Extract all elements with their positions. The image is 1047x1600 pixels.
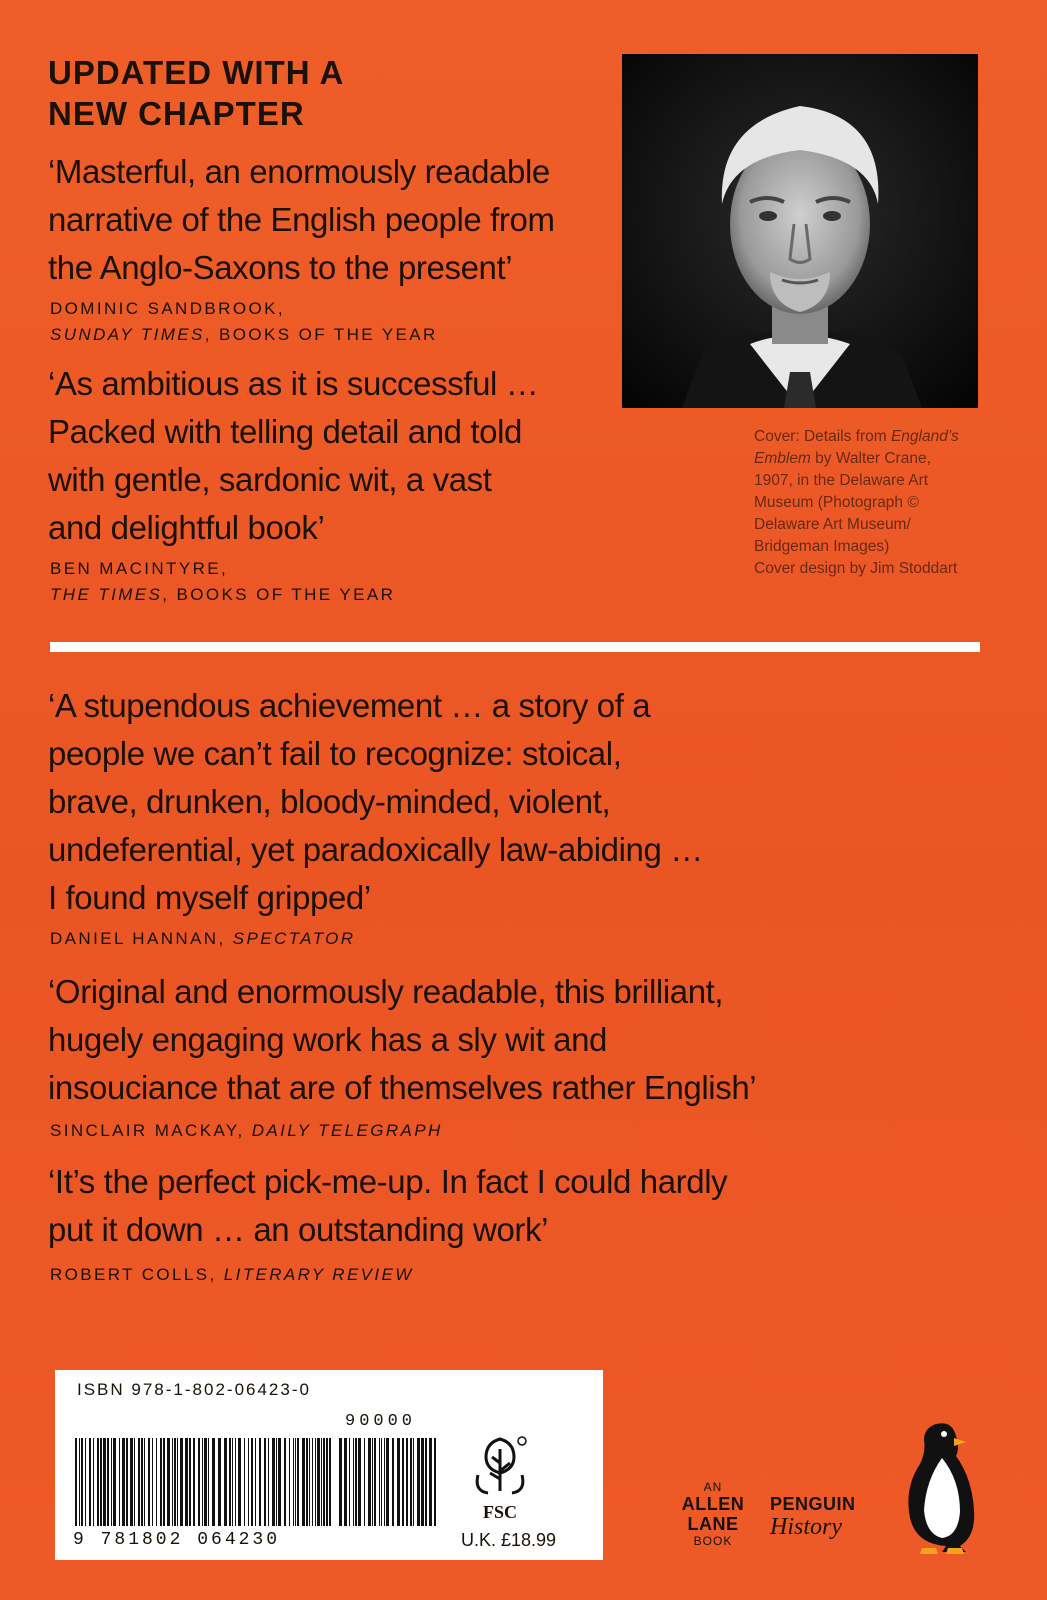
barcode-bar: [406, 1438, 408, 1526]
barcode-bar: [392, 1438, 394, 1526]
credit-text: by Walter Crane,: [810, 450, 931, 467]
credit-text: Bridgeman Images): [754, 538, 890, 555]
credit-text: 1907, in the Delaware Art: [754, 472, 929, 489]
imprint-allen: ALLEN: [681, 1494, 745, 1514]
imprint-lane: LANE: [687, 1514, 739, 1534]
barcode-bar: [193, 1438, 195, 1526]
credit-text: Museum (Photograph ©: [754, 494, 919, 511]
barcode-addon-icon: [339, 1438, 439, 1526]
barcode-bar: [259, 1438, 261, 1526]
quote-line: with gentle, sardonic wit, a vast: [48, 461, 492, 498]
attribution-name: DANIEL HANNAN,: [50, 929, 233, 948]
barcode-bar: [344, 1438, 347, 1526]
barcode-bar: [79, 1438, 80, 1526]
price: U.K. £18.99: [461, 1530, 557, 1550]
barcode-bar: [321, 1438, 322, 1526]
barcode-bar: [374, 1438, 376, 1526]
barcode-bar: [177, 1438, 178, 1526]
barcode-bar: [315, 1438, 316, 1526]
publication: DAILY TELEGRAPH: [251, 1121, 443, 1140]
barcode-bar: [167, 1438, 170, 1526]
quote-line: I found myself gripped’: [48, 879, 371, 916]
barcode-bar: [272, 1438, 275, 1526]
imprint-book: BOOK: [693, 1534, 733, 1548]
barcode-bar: [81, 1438, 83, 1526]
quote-attribution: [50, 556, 395, 608]
barcode-bar: [302, 1438, 305, 1526]
quote-block: [48, 968, 756, 1112]
barcode-bar: [368, 1438, 371, 1526]
barcode-bar: [284, 1438, 286, 1526]
barcode-bar: [381, 1438, 382, 1526]
quote-block: [48, 1158, 727, 1254]
barcode-bar: [180, 1438, 183, 1526]
heading-line: UPDATED WITH A: [48, 54, 345, 91]
barcode-bar: [89, 1438, 91, 1526]
attribution-note: , BOOKS OF THE YEAR: [204, 325, 438, 344]
barcode-bar: [119, 1438, 120, 1526]
barcode-bar: [130, 1438, 133, 1526]
barcode-bar: [425, 1438, 427, 1526]
isbn-label: ISBN 978-1-802-06423-0: [77, 1380, 311, 1399]
barcode-digits: 9 781802 064230: [73, 1530, 281, 1550]
barcode-bar: [122, 1438, 125, 1526]
barcode-bar: [323, 1438, 325, 1526]
barcode-bar: [103, 1438, 106, 1526]
barcode-bar: [204, 1438, 207, 1526]
barcode-bar: [174, 1438, 176, 1526]
barcode-bar: [355, 1438, 357, 1526]
quote-line: Packed with telling detail and told: [48, 413, 522, 450]
quote-line: the Anglo-Saxons to the present’: [48, 249, 513, 286]
barcode-bar: [224, 1438, 227, 1526]
price-code: 90000: [345, 1412, 417, 1431]
author-photo: [622, 54, 978, 408]
attribution-name: ROBERT COLLS,: [50, 1265, 224, 1284]
quote-line: brave, drunken, bloody-minded, violent,: [48, 783, 611, 820]
barcode-bar: [386, 1438, 389, 1526]
quote-attribution: [50, 1262, 414, 1288]
barcode-bar: [317, 1438, 320, 1526]
quote-line: undeferential, yet paradoxically law-abiding …: [48, 831, 703, 868]
quote-attribution: [50, 296, 438, 348]
credit-text: Delaware Art Museum/: [754, 516, 911, 533]
penguin-label: PENGUIN: [770, 1494, 856, 1514]
barcode-bar: [97, 1438, 99, 1526]
barcode-bar: [309, 1438, 310, 1526]
barcode-bar: [276, 1438, 277, 1526]
barcode-bar: [107, 1438, 109, 1526]
quote-block: [48, 360, 538, 552]
fsc-tree-icon: [470, 1435, 530, 1497]
credit-text: Cover design by Jim Stoddart: [754, 560, 958, 577]
barcode-bar: [113, 1438, 116, 1526]
barcode-bar: [379, 1438, 380, 1526]
barcode-bar: [235, 1438, 236, 1526]
barcode-bar: [100, 1438, 102, 1526]
history-label: History: [770, 1514, 842, 1540]
barcode-bar: [297, 1438, 299, 1526]
quote-block: [48, 682, 703, 922]
heading-line: NEW CHAPTER: [48, 95, 305, 132]
barcode-bar: [397, 1438, 400, 1526]
barcode-bar: [339, 1438, 342, 1526]
barcode-bar: [75, 1438, 77, 1526]
attribution-name: SINCLAIR MACKAY,: [50, 1121, 252, 1140]
barcode-bar: [126, 1438, 128, 1526]
publication: THE TIMES: [50, 585, 163, 604]
barcode-bar: [156, 1438, 157, 1526]
barcode-bar: [144, 1438, 145, 1526]
publication: SUNDAY TIMES: [50, 325, 205, 344]
barcode-icon: [75, 1438, 333, 1526]
barcode-bar: [185, 1438, 188, 1526]
barcode-bar: [152, 1438, 153, 1526]
barcode-bar: [364, 1438, 365, 1526]
barcode-bar: [421, 1438, 424, 1526]
barcode-bar: [268, 1438, 269, 1526]
quote-line: and delightful book’: [48, 509, 325, 546]
barcode-bar: [85, 1438, 86, 1526]
fsc-mark: [460, 1435, 540, 1523]
barcode-bar: [232, 1438, 233, 1526]
barcode-bar: [264, 1438, 266, 1526]
barcode-bar: [248, 1438, 249, 1526]
barcode-bar: [413, 1438, 414, 1526]
barcode-bar: [189, 1438, 191, 1526]
barcode-bar: [93, 1438, 94, 1526]
barcode-panel: [55, 1370, 603, 1560]
barcode-bar: [244, 1438, 245, 1526]
barcode-bar: [312, 1438, 313, 1526]
attribution-name: DOMINIC SANDBROOK,: [50, 299, 285, 318]
barcode-bar: [295, 1438, 296, 1526]
divider-rule: [50, 642, 980, 652]
barcode-bar: [111, 1438, 112, 1526]
quote-line: ‘A stupendous achievement … a story of a: [48, 687, 651, 724]
barcode-bar: [326, 1438, 328, 1526]
quote-line: narrative of the English people from: [48, 201, 555, 238]
allen-lane-imprint: [678, 1480, 748, 1548]
penguin-logo-icon: [902, 1418, 980, 1556]
barcode-bar: [289, 1438, 290, 1526]
cover-heading: [48, 52, 568, 134]
barcode-bar: [353, 1438, 354, 1526]
barcode-bar: [251, 1438, 253, 1526]
attribution-source: [50, 582, 395, 608]
credit-text: Cover: Details from: [754, 428, 891, 445]
quote-attribution: [50, 926, 355, 952]
penguin-history-imprint: [770, 1494, 856, 1539]
barcode-bar: [229, 1438, 231, 1526]
barcode-bar: [202, 1438, 203, 1526]
barcode-bar: [372, 1438, 373, 1526]
barcode-bar: [358, 1438, 361, 1526]
quote-line: hugely engaging work has a sly wit and: [48, 1021, 607, 1058]
barcode-bar: [329, 1438, 331, 1526]
barcode-bar: [238, 1438, 241, 1526]
barcode-bar: [218, 1438, 221, 1526]
quote-attribution: [50, 1118, 443, 1144]
barcode-bar: [384, 1438, 385, 1526]
fsc-label: FSC: [482, 1502, 517, 1522]
quote-line: ‘As ambitious as it is successful …: [48, 365, 539, 402]
barcode-bar: [148, 1438, 150, 1526]
quote-line: put it down … an outstanding work’: [48, 1211, 549, 1248]
quote-line: insouciance that are of themselves rather English’: [48, 1069, 757, 1106]
quote-line: ‘Masterful, an enormously readable: [48, 153, 550, 190]
quote-block: [48, 148, 555, 292]
quote-line: people we can’t fail to recognize: stoical,: [48, 735, 622, 772]
barcode-bar: [429, 1438, 432, 1526]
publication: LITERARY REVIEW: [223, 1265, 414, 1284]
barcode-bar: [306, 1438, 308, 1526]
barcode-bar: [410, 1438, 412, 1526]
barcode-bar: [208, 1438, 209, 1526]
imprint-an: AN: [703, 1480, 723, 1494]
attribution-note: , BOOKS OF THE YEAR: [162, 585, 396, 604]
quote-line: ‘Original and enormously readable, this brilliant,: [48, 973, 724, 1010]
barcode-bar: [434, 1438, 436, 1526]
barcode-bar: [278, 1438, 281, 1526]
attribution-source: [50, 322, 438, 348]
credit-title: England’s: [890, 428, 959, 445]
barcode-bar: [198, 1438, 200, 1526]
barcode-bar: [349, 1438, 350, 1526]
barcode-bar: [172, 1438, 173, 1526]
barcode-bar: [138, 1438, 140, 1526]
barcode-bar: [141, 1438, 143, 1526]
barcode-bar: [163, 1438, 165, 1526]
barcode-bar: [160, 1438, 162, 1526]
credit-title: Emblem: [754, 450, 811, 467]
barcode-bar: [255, 1438, 256, 1526]
barcode-bar: [402, 1438, 404, 1526]
quote-line: ‘It’s the perfect pick-me-up. In fact I could hardly: [48, 1163, 728, 1200]
attribution-name: BEN MACINTYRE,: [50, 559, 229, 578]
barcode-bar: [293, 1438, 294, 1526]
cover-credit: [754, 426, 994, 580]
barcode-bar: [212, 1438, 215, 1526]
barcode-bar: [417, 1438, 420, 1526]
publication: SPECTATOR: [232, 929, 356, 948]
barcode-bar: [134, 1438, 135, 1526]
